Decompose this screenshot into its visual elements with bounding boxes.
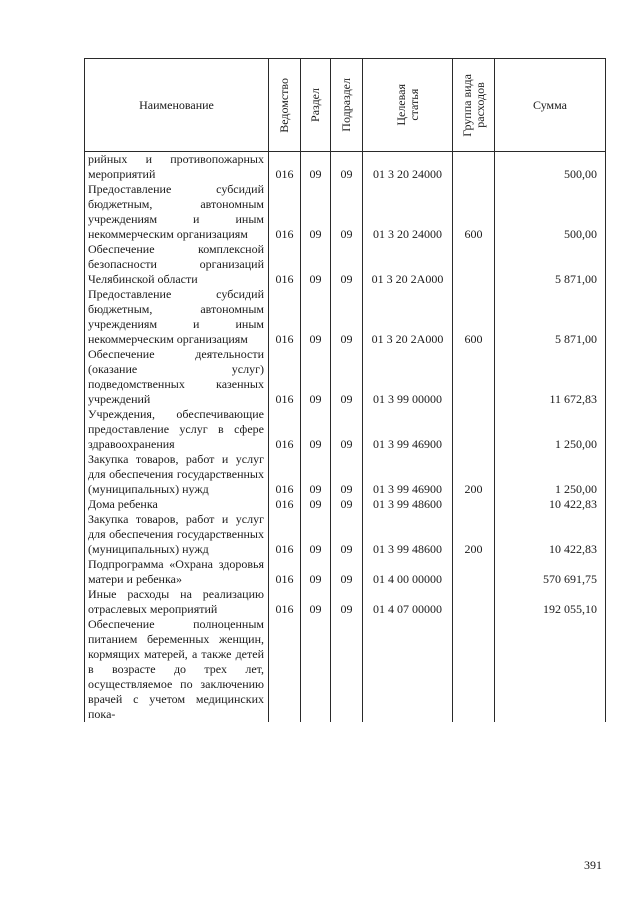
header-section: Раздел: [301, 59, 331, 152]
table-row: [85, 347, 606, 407]
budget-expenditure-table: [84, 58, 606, 722]
row-name: Иные расходы на реализацию отраслевых мероприятий: [85, 587, 269, 617]
row-expense-type: 600: [453, 182, 495, 242]
row-target: 01 4 07 00000: [363, 587, 453, 617]
row-subsection: 09: [331, 557, 363, 587]
row-target: 01 3 99 46900: [363, 452, 453, 497]
table-row: [85, 512, 606, 557]
row-expense-type: [453, 587, 495, 617]
row-name: Предоставление субсидий бюджетным, автономным учреждениям и иным некоммерческим организациям: [85, 287, 269, 347]
row-section: 09: [301, 242, 331, 287]
row-target: 01 3 99 46900: [363, 407, 453, 452]
row-name: Закупка товаров, работ и услуг для обеспечения государственных (муниципальных) нужд: [85, 512, 269, 557]
header-row: [85, 59, 606, 152]
row-amount: 500,00: [495, 152, 606, 183]
row-amount: 570 691,75: [495, 557, 606, 587]
row-name: Обеспечение комплексной безопасности организаций Челябинской области: [85, 242, 269, 287]
row-amount: 1 250,00: [495, 452, 606, 497]
row-subsection: 09: [331, 242, 363, 287]
row-target: 01 3 20 24000: [363, 152, 453, 183]
row-subsection: 09: [331, 587, 363, 617]
row-subsection: 09: [331, 287, 363, 347]
table-row: [85, 407, 606, 452]
row-amount: 5 871,00: [495, 242, 606, 287]
row-target: 01 3 20 2А000: [363, 287, 453, 347]
row-department: 016: [269, 557, 301, 587]
header-subsection: Подраздел: [331, 59, 363, 152]
row-expense-type: [453, 617, 495, 722]
row-department: 016: [269, 452, 301, 497]
header-expense-group: [453, 59, 495, 152]
row-department: 016: [269, 347, 301, 407]
header-target-line1: Целевая: [393, 84, 408, 126]
table-row: [85, 587, 606, 617]
row-section: 09: [301, 407, 331, 452]
row-section: 09: [301, 152, 331, 183]
row-department: [269, 617, 301, 722]
row-target: 01 3 20 24000: [363, 182, 453, 242]
row-amount: 192 055,10: [495, 587, 606, 617]
row-department: 016: [269, 287, 301, 347]
table-row: [85, 242, 606, 287]
row-department: 016: [269, 587, 301, 617]
row-expense-type: [453, 347, 495, 407]
row-name: Закупка товаров, работ и услуг для обеспечения государственных (муниципальных) нужд: [85, 452, 269, 497]
row-subsection: 09: [331, 512, 363, 557]
row-expense-type: [453, 242, 495, 287]
table-row: [85, 287, 606, 347]
row-subsection: 09: [331, 452, 363, 497]
row-department: 016: [269, 242, 301, 287]
row-subsection: 09: [331, 497, 363, 512]
row-section: 09: [301, 587, 331, 617]
row-section: 09: [301, 497, 331, 512]
row-expense-type: 600: [453, 287, 495, 347]
table-row: [85, 497, 606, 512]
row-subsection: 09: [331, 347, 363, 407]
row-amount: 1 250,00: [495, 407, 606, 452]
row-name: Дома ребенка: [85, 497, 269, 512]
row-subsection: 09: [331, 407, 363, 452]
header-name: Наименование: [85, 59, 269, 152]
header-expense-group-line2: расходов: [472, 82, 487, 128]
row-section: 09: [301, 452, 331, 497]
header-expense-group-line1: Группа вида: [459, 73, 474, 137]
row-subsection: 09: [331, 182, 363, 242]
row-department: 016: [269, 512, 301, 557]
row-name: Обеспечение деятельности (оказание услуг) подведомственных казенных учреждений: [85, 347, 269, 407]
row-target: [363, 617, 453, 722]
row-name: Учреждения, обеспечивающие предоставление услуг в сфере здравоохранения: [85, 407, 269, 452]
row-target: 01 4 00 00000: [363, 557, 453, 587]
row-amount: 10 422,83: [495, 512, 606, 557]
row-section: [301, 617, 331, 722]
row-amount: [495, 617, 606, 722]
row-expense-type: [453, 407, 495, 452]
page-number: 391: [584, 858, 602, 872]
row-expense-type: [453, 152, 495, 183]
row-amount: 10 422,83: [495, 497, 606, 512]
row-expense-type: [453, 497, 495, 512]
header-department: Ведомство: [269, 59, 301, 152]
row-expense-type: 200: [453, 452, 495, 497]
row-expense-type: [453, 557, 495, 587]
row-section: 09: [301, 287, 331, 347]
row-department: 016: [269, 182, 301, 242]
row-target: 01 3 99 00000: [363, 347, 453, 407]
table-row: [85, 452, 606, 497]
row-amount: 5 871,00: [495, 287, 606, 347]
row-section: 09: [301, 512, 331, 557]
row-name: Обеспечение полноценным питанием беременных женщин, кормящих матерей, а также детей в возрасте до трех лет, осуществляемое по заключению врачей с учетом медицинских пока-: [85, 617, 269, 722]
row-subsection: 09: [331, 152, 363, 183]
row-department: 016: [269, 152, 301, 183]
header-target-article: [363, 59, 453, 152]
row-target: 01 3 99 48600: [363, 512, 453, 557]
row-subsection: [331, 617, 363, 722]
row-department: 016: [269, 497, 301, 512]
row-target: 01 3 99 48600: [363, 497, 453, 512]
table-row: [85, 557, 606, 587]
row-department: 016: [269, 407, 301, 452]
table-row: [85, 617, 606, 722]
header-amount: Сумма: [495, 59, 606, 152]
row-target: 01 3 20 2А000: [363, 242, 453, 287]
row-expense-type: 200: [453, 512, 495, 557]
row-section: 09: [301, 557, 331, 587]
row-name: рийных и противопожарных мероприятий: [85, 152, 269, 183]
row-amount: 500,00: [495, 182, 606, 242]
row-name: Подпрограмма «Охрана здоровья матери и ребенка»: [85, 557, 269, 587]
row-section: 09: [301, 347, 331, 407]
table-row: [85, 152, 606, 183]
header-target-line2: статья: [406, 89, 421, 121]
row-section: 09: [301, 182, 331, 242]
table-row: [85, 182, 606, 242]
row-amount: 11 672,83: [495, 347, 606, 407]
row-name: Предоставление субсидий бюджетным, автономным учреждениям и иным некоммерческим организациям: [85, 182, 269, 242]
